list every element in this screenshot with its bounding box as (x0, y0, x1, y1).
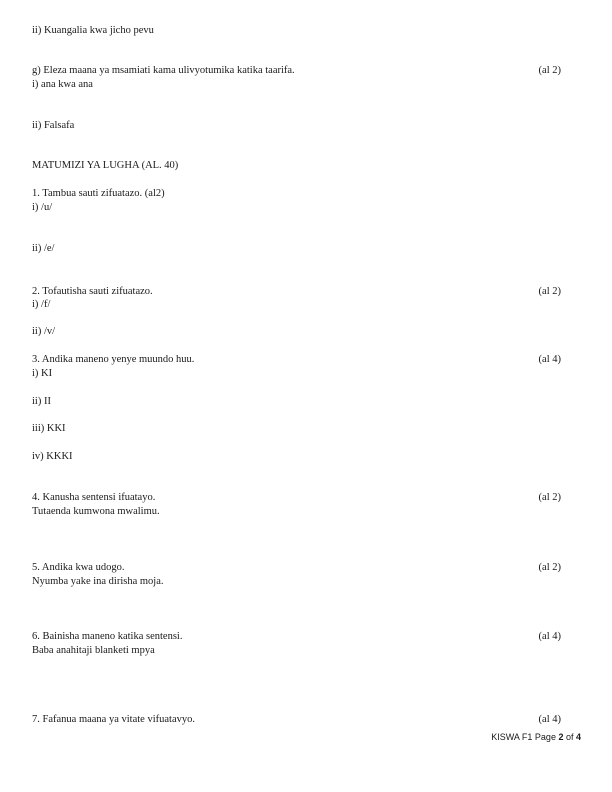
question-6: 6. Bainisha maneno katika sentensi. (32, 631, 183, 642)
question-7-marks: (al 4) (538, 714, 561, 725)
answer-item-kuangalia: ii) Kuangalia kwa jicho pevu (32, 25, 154, 36)
question-4: 4. Kanusha sentensi ifuatayo. (32, 492, 156, 503)
question-5-sentence: Nyumba yake ina dirisha moja. (32, 576, 164, 587)
question-6-marks: (al 4) (538, 631, 561, 642)
question-3: 3. Andika maneno yenye muundo huu. (32, 354, 195, 365)
section-heading: MATUMIZI YA LUGHA (AL. 40) (32, 160, 179, 171)
question-1: 1. Tambua sauti zifuatazo. (al2) (32, 188, 165, 199)
question-3-part-iv: iv) KKKI (32, 451, 73, 462)
question-5-marks: (al 2) (538, 562, 561, 573)
question-5: 5. Andika kwa udogo. (32, 562, 125, 573)
page-footer (491, 731, 581, 743)
question-7: 7. Fafanua maana ya vitate vifuatavyo. (32, 714, 195, 725)
footer-of: of (563, 732, 576, 742)
question-1-part-ii: ii) /e/ (32, 243, 55, 254)
question-3-part-i: i) KI (32, 368, 53, 379)
footer-page-number: 2 (558, 732, 564, 742)
question-2: 2. Tofautisha sauti zifuatazo. (32, 286, 153, 297)
question-4-sentence: Tutaenda kumwona mwalimu. (32, 506, 160, 517)
question-g: g) Eleza maana ya msamiati kama ulivyotumika katika taarifa. (32, 65, 295, 76)
question-g-marks: (al 2) (538, 65, 561, 76)
footer-page-total: 4 (575, 732, 581, 742)
footer-prefix: KISWA F1 Page (491, 732, 559, 742)
question-2-marks: (al 2) (538, 286, 561, 297)
question-2-part-ii: ii) /v/ (32, 326, 56, 337)
question-1-part-i: i) /u/ (32, 202, 53, 213)
question-g-part-i: i) ana kwa ana (32, 79, 93, 90)
question-3-part-ii: ii) II (32, 396, 51, 407)
question-6-sentence: Baba anahitaji blanketi mpya (32, 645, 155, 656)
question-3-part-iii: iii) KKI (32, 423, 66, 434)
question-2-part-i: i) /f/ (32, 299, 51, 310)
question-3-marks: (al 4) (538, 354, 561, 365)
question-4-marks: (al 2) (538, 492, 561, 503)
question-g-part-ii: ii) Falsafa (32, 120, 75, 131)
